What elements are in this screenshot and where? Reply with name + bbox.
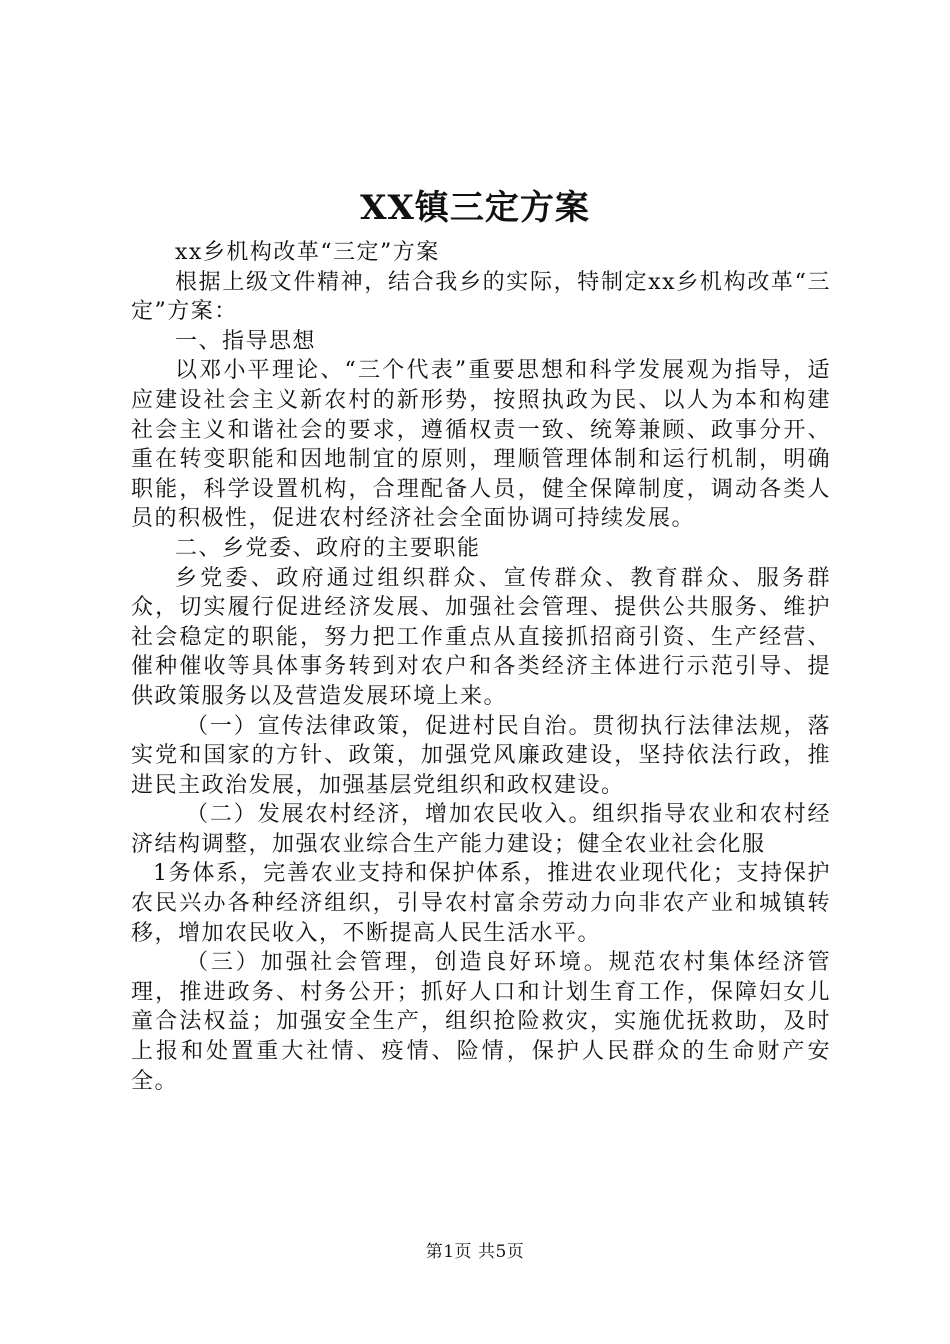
section-heading-main-functions: 二、乡党委、政府的主要职能	[175, 535, 481, 561]
item-two-continuation-paragraph: 1务体系，完善农业支持和保护体系，推进农业现代化；支持保护农民兴办各种经济组织，引导农村富余劳动力向非农产业和城镇转移，增加农民收入，不断提高人民生活水平。	[131, 861, 831, 946]
subtitle-paragraph: xx乡机构改革“三定”方案	[175, 240, 440, 265]
main-functions-paragraph: 乡党委、政府通过组织群众、宣传群众、教育群众、服务群众，切实履行促进经济发展、加强社会管理、提供公共服务、维护社会稳定的职能，努力把工作重点从直接抓招商引资、生产经营、催种催收等具体事务转到对农户和各类经济主体进行示范引导、提供政策服务以及营造发展环境上来。	[131, 565, 831, 709]
intro-paragraph: 根据上级文件精神，结合我乡的实际，特制定xx乡机构改革“三定”方案：	[131, 269, 831, 325]
item-two-paragraph: （二）发展农村经济，增加农民收入。组织指导农业和农村经济结构调整，加强农业综合生产能力建设；健全农业社会化服	[131, 802, 831, 857]
page-number-footer: 第1页 共5页	[425, 1242, 525, 1262]
item-three-paragraph: （三）加强社会管理，创造良好环境。规范农村集体经济管理，推进政务、村务公开；抓好人口和计划生育工作，保障妇女儿童合法权益；加强安全生产，组织抢险救灾，实施优抚救助，及时上报和处置重大社情、疫情、险情，保护人民群众的生命财产安全。	[131, 950, 831, 1094]
item-one-paragraph: （一）宣传法律政策，促进村民自治。贯彻执行法律法规，落实党和国家的方针、政策，加强党风廉政建设，坚持依法行政，推进民主政治发展，加强基层党组织和政权建设。	[131, 713, 831, 798]
document-title: XX镇三定方案	[360, 188, 590, 228]
guiding-thought-paragraph: 以邓小平理论、“三个代表”重要思想和科学发展观为指导，适应建设社会主义新农村的新形势，按照执政为民、以人为本和构建社会主义和谐社会的要求，遵循权责一致、统筹兼顾、政事分开、重在转变职能和因地制宜的原则，理顺管理体制和运行机制，明确职能，科学设置机构，合理配备人员，健全保障制度，调动各类人员的积极性，促进农村经济社会全面协调可持续发展。	[131, 358, 831, 532]
document-body	[131, 238, 831, 1096]
section-heading-guiding-thought: 一、指导思想	[175, 328, 317, 354]
